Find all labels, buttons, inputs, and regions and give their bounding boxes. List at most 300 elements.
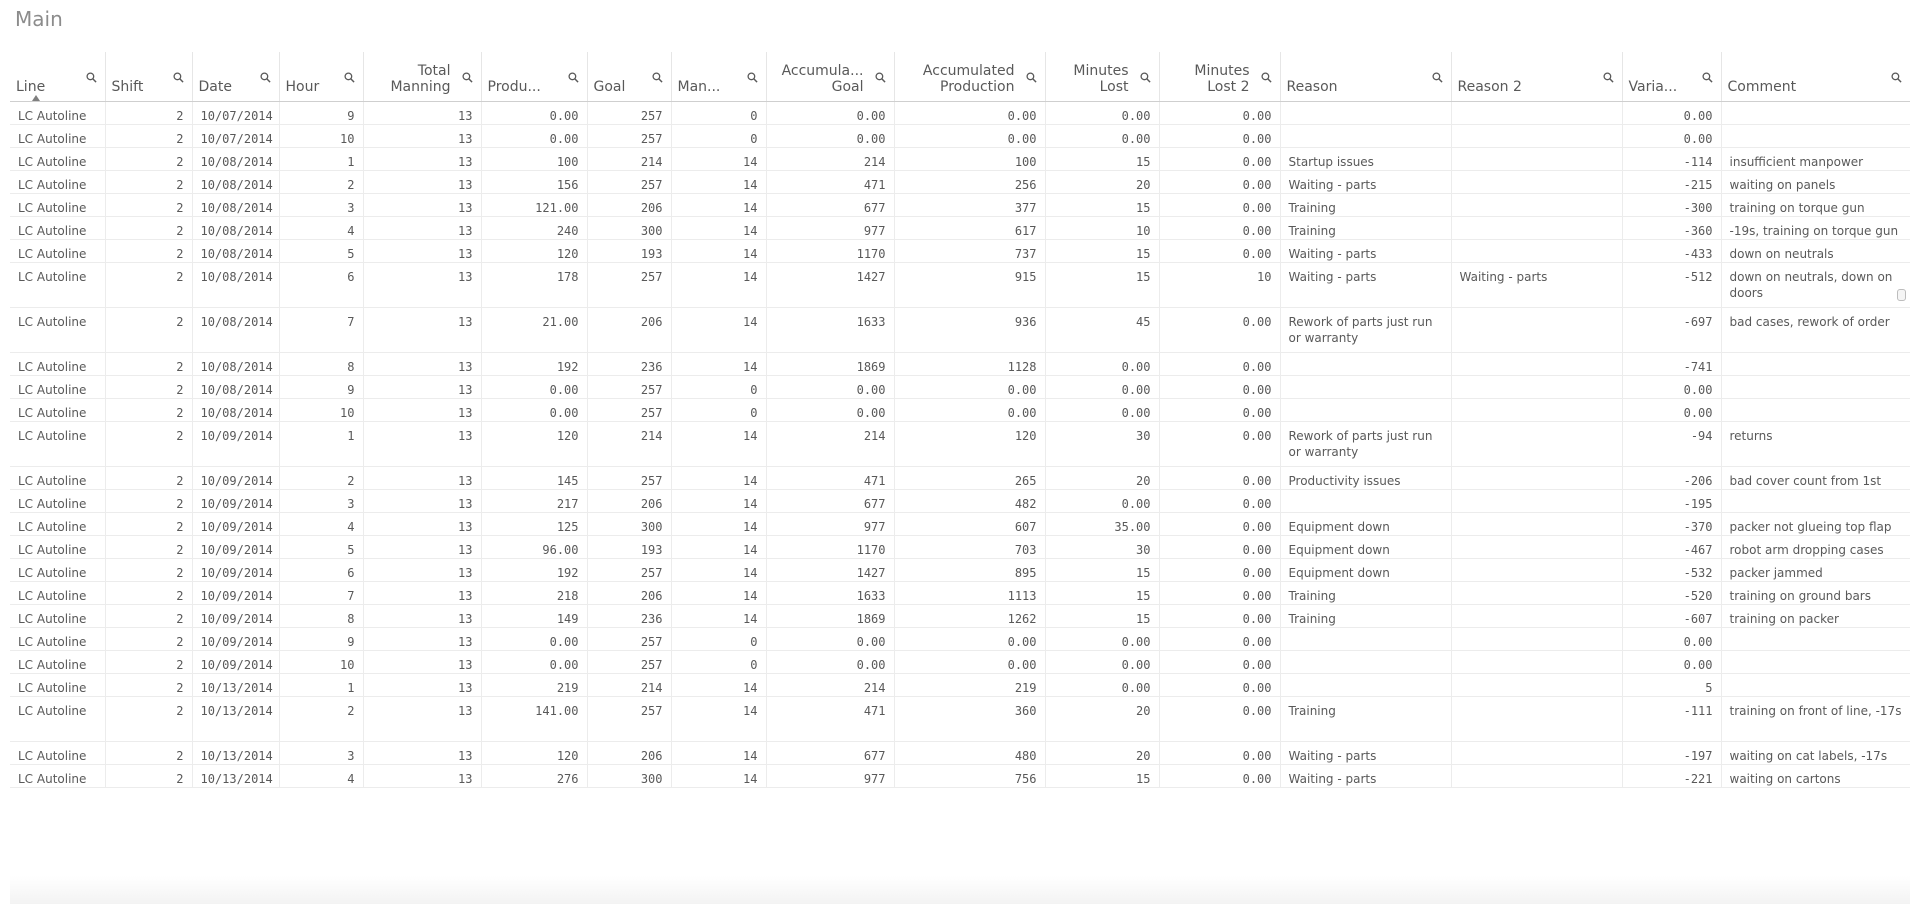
cell-shift: 2	[105, 490, 192, 513]
cell-date: 10/13/2014	[192, 742, 279, 765]
cell-goal: 206	[587, 194, 671, 217]
cell-produ: 192	[481, 559, 587, 582]
cell-goal: 193	[587, 240, 671, 263]
cell-shift: 2	[105, 605, 192, 628]
cell-line: LC Autoline	[10, 490, 105, 513]
cell-min_lost: 15	[1045, 263, 1159, 308]
table-row[interactable]	[10, 742, 1910, 765]
cell-man: 14	[671, 467, 766, 490]
cell-acc_prod: 1113	[894, 582, 1045, 605]
cell-reason2	[1451, 536, 1622, 559]
column-header-label: Line	[16, 79, 46, 95]
column-header-acc_prod[interactable]	[894, 52, 1045, 102]
cell-line: LC Autoline	[10, 125, 105, 148]
cell-produ: 141.00	[481, 697, 587, 742]
cell-varia: -300	[1622, 194, 1721, 217]
cell-acc_prod: 895	[894, 559, 1045, 582]
cell-reason: Waiting - parts	[1280, 742, 1451, 765]
cell-total_manning: 13	[363, 148, 481, 171]
cell-min_lost: 15	[1045, 765, 1159, 788]
cell-goal: 257	[587, 628, 671, 651]
cell-goal: 257	[587, 559, 671, 582]
table-row[interactable]	[10, 536, 1910, 559]
cell-reason2	[1451, 559, 1622, 582]
cell-acc_goal: 214	[766, 422, 894, 467]
cell-comment	[1721, 399, 1910, 422]
cell-acc_goal: 0.00	[766, 102, 894, 125]
cell-reason	[1280, 490, 1451, 513]
column-header-min_lost2[interactable]	[1159, 52, 1280, 102]
cell-man: 14	[671, 490, 766, 513]
table-row[interactable]	[10, 125, 1910, 148]
cell-reason2	[1451, 697, 1622, 742]
cell-shift: 2	[105, 536, 192, 559]
cell-reason: Training	[1280, 194, 1451, 217]
cell-min_lost: 45	[1045, 308, 1159, 353]
table-row[interactable]	[10, 513, 1910, 536]
table-row[interactable]	[10, 353, 1910, 376]
cell-reason2	[1451, 353, 1622, 376]
cell-goal: 300	[587, 217, 671, 240]
table-row[interactable]	[10, 263, 1910, 308]
table-row[interactable]	[10, 490, 1910, 513]
cell-reason2	[1451, 194, 1622, 217]
cell-reason2	[1451, 422, 1622, 467]
search-icon[interactable]	[747, 72, 758, 83]
cell-produ: 156	[481, 171, 587, 194]
cell-reason2	[1451, 217, 1622, 240]
cell-produ: 125	[481, 513, 587, 536]
cell-min_lost2: 0.00	[1159, 376, 1280, 399]
cell-acc_prod: 120	[894, 422, 1045, 467]
cell-man: 14	[671, 240, 766, 263]
cell-comment: bad cases, rework of order	[1721, 308, 1910, 353]
cell-date: 10/09/2014	[192, 467, 279, 490]
cell-acc_prod: 607	[894, 513, 1045, 536]
cell-acc_goal: 0.00	[766, 376, 894, 399]
cell-acc_goal: 1869	[766, 353, 894, 376]
cell-min_lost2: 0.00	[1159, 240, 1280, 263]
cell-line: LC Autoline	[10, 605, 105, 628]
cell-line: LC Autoline	[10, 308, 105, 353]
cell-total_manning: 13	[363, 697, 481, 742]
cell-total_manning: 13	[363, 194, 481, 217]
column-header-label: Date	[198, 79, 232, 95]
cell-reason: Rework of parts just run or warranty	[1280, 308, 1451, 353]
cell-goal: 214	[587, 674, 671, 697]
cell-reason2	[1451, 240, 1622, 263]
cell-shift: 2	[105, 353, 192, 376]
cell-min_lost2: 0.00	[1159, 467, 1280, 490]
cell-hour: 3	[279, 490, 363, 513]
cell-comment: returns	[1721, 422, 1910, 467]
cell-man: 14	[671, 765, 766, 788]
cell-line: LC Autoline	[10, 353, 105, 376]
cell-produ: 96.00	[481, 536, 587, 559]
cell-hour: 5	[279, 536, 363, 559]
cell-acc_goal: 1633	[766, 582, 894, 605]
cell-line: LC Autoline	[10, 628, 105, 651]
cell-total_manning: 13	[363, 582, 481, 605]
cell-man: 14	[671, 171, 766, 194]
cell-man: 14	[671, 148, 766, 171]
cell-hour: 6	[279, 263, 363, 308]
cell-goal: 236	[587, 353, 671, 376]
cell-varia: -114	[1622, 148, 1721, 171]
cell-produ: 120	[481, 742, 587, 765]
cell-date: 10/08/2014	[192, 148, 279, 171]
cell-acc_prod: 737	[894, 240, 1045, 263]
cell-acc_prod: 756	[894, 765, 1045, 788]
cell-man: 14	[671, 742, 766, 765]
cell-goal: 206	[587, 742, 671, 765]
cell-min_lost2: 0.00	[1159, 217, 1280, 240]
column-header-varia[interactable]	[1622, 52, 1721, 102]
sheet-title: Main	[15, 7, 63, 31]
cell-reason2	[1451, 651, 1622, 674]
cell-hour: 8	[279, 353, 363, 376]
cell-min_lost: 15	[1045, 559, 1159, 582]
search-icon[interactable]	[1140, 72, 1151, 83]
cell-produ: 217	[481, 490, 587, 513]
search-icon[interactable]	[1261, 72, 1272, 83]
search-icon[interactable]	[1702, 72, 1713, 83]
cell-line: LC Autoline	[10, 582, 105, 605]
cell-acc_goal: 471	[766, 467, 894, 490]
table-row[interactable]	[10, 582, 1910, 605]
cell-date: 10/09/2014	[192, 628, 279, 651]
table-row[interactable]	[10, 422, 1910, 467]
cell-acc_prod: 100	[894, 148, 1045, 171]
cell-line: LC Autoline	[10, 467, 105, 490]
cell-total_manning: 13	[363, 308, 481, 353]
cell-hour: 9	[279, 376, 363, 399]
search-icon[interactable]	[568, 72, 579, 83]
cell-total_manning: 13	[363, 490, 481, 513]
cell-goal: 257	[587, 399, 671, 422]
cell-min_lost2: 0.00	[1159, 559, 1280, 582]
cell-varia: -206	[1622, 467, 1721, 490]
search-icon[interactable]	[462, 72, 473, 83]
cell-line: LC Autoline	[10, 742, 105, 765]
cell-date: 10/13/2014	[192, 765, 279, 788]
cell-reason: Training	[1280, 217, 1451, 240]
cell-comment: waiting on cartons	[1721, 765, 1910, 788]
cell-date: 10/13/2014	[192, 697, 279, 742]
cell-total_manning: 13	[363, 399, 481, 422]
cell-comment	[1721, 376, 1910, 399]
cell-man: 14	[671, 559, 766, 582]
cell-line: LC Autoline	[10, 217, 105, 240]
cell-man: 0	[671, 376, 766, 399]
cell-reason2	[1451, 171, 1622, 194]
cell-line: LC Autoline	[10, 102, 105, 125]
cell-hour: 1	[279, 148, 363, 171]
cell-total_manning: 13	[363, 765, 481, 788]
cell-reason2	[1451, 513, 1622, 536]
table-row[interactable]	[10, 102, 1910, 125]
search-icon[interactable]	[652, 72, 663, 83]
header-row	[10, 52, 1910, 102]
cell-comment: insufficient manpower	[1721, 148, 1910, 171]
cell-acc_prod: 703	[894, 536, 1045, 559]
column-header-line[interactable]	[10, 52, 105, 102]
search-icon[interactable]	[86, 72, 97, 83]
cell-min_lost: 0.00	[1045, 102, 1159, 125]
search-icon[interactable]	[1432, 72, 1443, 83]
search-icon[interactable]	[1026, 72, 1037, 83]
cell-acc_goal: 1427	[766, 559, 894, 582]
cell-acc_goal: 977	[766, 217, 894, 240]
cell-reason	[1280, 376, 1451, 399]
cell-comment: training on packer	[1721, 605, 1910, 628]
cell-total_manning: 13	[363, 102, 481, 125]
cell-acc_goal: 977	[766, 513, 894, 536]
cell-reason2	[1451, 308, 1622, 353]
cell-acc_goal: 214	[766, 148, 894, 171]
table-row[interactable]	[10, 697, 1910, 742]
cell-min_lost2: 0.00	[1159, 102, 1280, 125]
column-header-man[interactable]	[671, 52, 766, 102]
cell-hour: 8	[279, 605, 363, 628]
table-row[interactable]	[10, 765, 1910, 788]
cell-produ: 121.00	[481, 194, 587, 217]
cell-acc_goal: 0.00	[766, 399, 894, 422]
cell-min_lost2: 0.00	[1159, 674, 1280, 697]
cell-goal: 257	[587, 125, 671, 148]
cell-reason: Equipment down	[1280, 513, 1451, 536]
cell-date: 10/09/2014	[192, 422, 279, 467]
cell-acc_prod: 0.00	[894, 651, 1045, 674]
cell-min_lost: 15	[1045, 194, 1159, 217]
cell-acc_goal: 0.00	[766, 125, 894, 148]
cell-man: 14	[671, 513, 766, 536]
cell-reason	[1280, 651, 1451, 674]
table-row[interactable]	[10, 467, 1910, 490]
cell-comment	[1721, 628, 1910, 651]
cell-min_lost2: 0.00	[1159, 628, 1280, 651]
cell-shift: 2	[105, 651, 192, 674]
cell-comment: -19s, training on torque gun	[1721, 217, 1910, 240]
cell-produ: 192	[481, 353, 587, 376]
column-header-min_lost[interactable]	[1045, 52, 1159, 102]
cell-man: 14	[671, 194, 766, 217]
cell-hour: 10	[279, 125, 363, 148]
cell-date: 10/08/2014	[192, 308, 279, 353]
cell-produ: 276	[481, 765, 587, 788]
cell-date: 10/09/2014	[192, 513, 279, 536]
search-icon[interactable]	[875, 72, 886, 83]
cell-reason2	[1451, 582, 1622, 605]
cell-goal: 300	[587, 513, 671, 536]
column-header-shift[interactable]	[105, 52, 192, 102]
cell-goal: 257	[587, 467, 671, 490]
cell-produ: 149	[481, 605, 587, 628]
cell-date: 10/09/2014	[192, 582, 279, 605]
cell-acc_goal: 471	[766, 697, 894, 742]
cell-man: 14	[671, 422, 766, 467]
cell-reason: Waiting - parts	[1280, 263, 1451, 308]
cell-hour: 9	[279, 102, 363, 125]
cell-comment: training on ground bars	[1721, 582, 1910, 605]
column-header-label: Man...	[677, 79, 721, 95]
cell-acc_prod: 0.00	[894, 125, 1045, 148]
cell-reason	[1280, 674, 1451, 697]
cell-varia: 0.00	[1622, 125, 1721, 148]
cell-man: 0	[671, 399, 766, 422]
cell-shift: 2	[105, 467, 192, 490]
column-header-comment[interactable]	[1721, 52, 1910, 102]
cell-min_lost: 35.00	[1045, 513, 1159, 536]
cell-reason2	[1451, 148, 1622, 171]
search-icon[interactable]	[260, 72, 271, 83]
cell-reason: Training	[1280, 697, 1451, 742]
table-row[interactable]	[10, 308, 1910, 353]
column-header-acc_goal[interactable]	[766, 52, 894, 102]
table-row[interactable]	[10, 399, 1910, 422]
cell-acc_goal: 214	[766, 674, 894, 697]
cell-reason2	[1451, 376, 1622, 399]
cell-reason: Waiting - parts	[1280, 171, 1451, 194]
cell-varia: -360	[1622, 217, 1721, 240]
cell-varia: 5	[1622, 674, 1721, 697]
cell-min_lost2: 0.00	[1159, 697, 1280, 742]
cell-man: 14	[671, 582, 766, 605]
cell-produ: 0.00	[481, 125, 587, 148]
column-header-reason[interactable]	[1280, 52, 1451, 102]
cell-hour: 7	[279, 582, 363, 605]
cell-acc_prod: 219	[894, 674, 1045, 697]
cell-man: 14	[671, 674, 766, 697]
cell-hour: 1	[279, 674, 363, 697]
cell-acc_prod: 256	[894, 171, 1045, 194]
cell-hour: 2	[279, 697, 363, 742]
table-row[interactable]	[10, 240, 1910, 263]
table-row[interactable]	[10, 148, 1910, 171]
table-row[interactable]	[10, 651, 1910, 674]
column-header-reason2[interactable]	[1451, 52, 1622, 102]
column-header-produ[interactable]	[481, 52, 587, 102]
table-row[interactable]	[10, 674, 1910, 697]
cell-reason: Waiting - parts	[1280, 240, 1451, 263]
table-row[interactable]	[10, 559, 1910, 582]
cell-hour: 2	[279, 467, 363, 490]
table-row[interactable]	[10, 628, 1910, 651]
cell-hour: 4	[279, 513, 363, 536]
cell-reason2	[1451, 125, 1622, 148]
table-row[interactable]	[10, 171, 1910, 194]
search-icon[interactable]	[173, 72, 184, 83]
cell-varia: -94	[1622, 422, 1721, 467]
cell-reason: Productivity issues	[1280, 467, 1451, 490]
column-header-label: Total Manning	[390, 63, 451, 95]
cell-total_manning: 13	[363, 651, 481, 674]
cell-shift: 2	[105, 240, 192, 263]
cell-shift: 2	[105, 559, 192, 582]
cell-acc_prod: 360	[894, 697, 1045, 742]
cell-line: LC Autoline	[10, 399, 105, 422]
cell-comment	[1721, 125, 1910, 148]
cell-varia: -512	[1622, 263, 1721, 308]
cell-date: 10/08/2014	[192, 353, 279, 376]
cell-man: 14	[671, 263, 766, 308]
cell-line: LC Autoline	[10, 674, 105, 697]
cell-min_lost: 0.00	[1045, 399, 1159, 422]
column-header-date[interactable]	[192, 52, 279, 102]
table-row[interactable]	[10, 376, 1910, 399]
cell-varia: -532	[1622, 559, 1721, 582]
cell-min_lost2: 0.00	[1159, 651, 1280, 674]
cell-varia: -111	[1622, 697, 1721, 742]
cell-shift: 2	[105, 194, 192, 217]
cell-shift: 2	[105, 628, 192, 651]
cell-acc_prod: 1262	[894, 605, 1045, 628]
cell-total_manning: 13	[363, 536, 481, 559]
cell-goal: 214	[587, 422, 671, 467]
column-header-goal[interactable]	[587, 52, 671, 102]
cell-total_manning: 13	[363, 376, 481, 399]
cell-reason2	[1451, 742, 1622, 765]
cell-total_manning: 13	[363, 467, 481, 490]
cell-hour: 4	[279, 765, 363, 788]
cell-min_lost: 0.00	[1045, 674, 1159, 697]
cell-varia: -221	[1622, 765, 1721, 788]
column-header-label: Accumula... Goal	[781, 63, 864, 95]
table-row[interactable]	[10, 194, 1910, 217]
search-icon[interactable]	[344, 72, 355, 83]
table-row[interactable]	[10, 217, 1910, 240]
cell-min_lost2: 0.00	[1159, 582, 1280, 605]
cell-comment	[1721, 674, 1910, 697]
cell-acc_goal: 1170	[766, 240, 894, 263]
cell-hour: 7	[279, 308, 363, 353]
search-icon[interactable]	[1603, 72, 1614, 83]
column-header-label: Minutes Lost	[1073, 63, 1129, 95]
cell-comment: packer jammed	[1721, 559, 1910, 582]
cell-reason: Rework of parts just run or warranty	[1280, 422, 1451, 467]
cell-shift: 2	[105, 765, 192, 788]
column-header-hour[interactable]	[279, 52, 363, 102]
cell-varia: 0.00	[1622, 651, 1721, 674]
cell-reason: Training	[1280, 582, 1451, 605]
search-icon[interactable]	[1891, 72, 1902, 83]
cell-total_manning: 13	[363, 674, 481, 697]
scrollbar-thumb[interactable]	[1897, 289, 1906, 301]
cell-hour: 3	[279, 742, 363, 765]
column-header-label: Shift	[111, 79, 144, 95]
cell-line: LC Autoline	[10, 697, 105, 742]
cell-line: LC Autoline	[10, 765, 105, 788]
cell-min_lost: 20	[1045, 742, 1159, 765]
cell-reason	[1280, 628, 1451, 651]
cell-min_lost: 30	[1045, 422, 1159, 467]
cell-comment: down on neutrals, down on doors	[1721, 263, 1910, 308]
cell-shift: 2	[105, 697, 192, 742]
cell-min_lost: 0.00	[1045, 490, 1159, 513]
cell-goal: 214	[587, 148, 671, 171]
cell-date: 10/08/2014	[192, 240, 279, 263]
cell-reason2	[1451, 765, 1622, 788]
cell-total_manning: 13	[363, 605, 481, 628]
cell-hour: 5	[279, 240, 363, 263]
cell-acc_prod: 0.00	[894, 102, 1045, 125]
column-header-total_manning[interactable]	[363, 52, 481, 102]
table-row[interactable]	[10, 605, 1910, 628]
cell-man: 0	[671, 628, 766, 651]
cell-reason2: Waiting - parts	[1451, 263, 1622, 308]
cell-shift: 2	[105, 376, 192, 399]
cell-produ: 219	[481, 674, 587, 697]
